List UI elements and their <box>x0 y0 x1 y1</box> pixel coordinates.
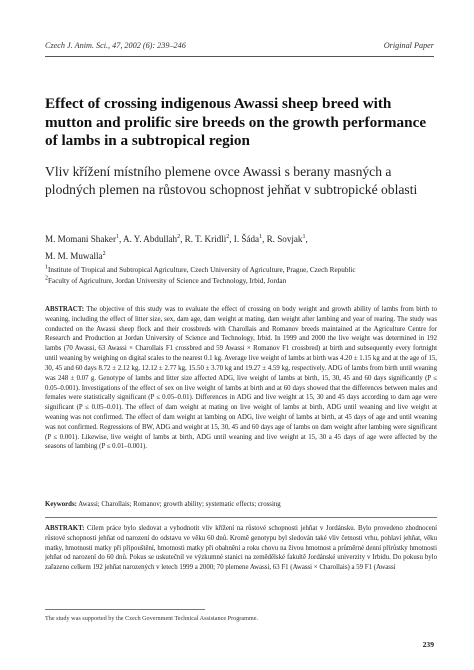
author-affiliation-mark: 2 <box>177 233 181 240</box>
author-name: R. T. Kridli <box>184 234 227 244</box>
author-name: I. Šáda <box>233 234 260 244</box>
author-affiliation-mark: 1 <box>302 233 306 240</box>
affiliation-mark: 1 <box>45 264 48 271</box>
author-affiliation-mark: 1 <box>259 233 263 240</box>
author-separator: , <box>118 234 124 244</box>
affiliation-text: Faculty of Agriculture, Jordan University of Science and Technology, Irbid, Jordan <box>48 276 287 285</box>
running-header <box>45 41 434 53</box>
affiliation-mark: 2 <box>45 275 48 282</box>
author-affiliation-mark: 2 <box>102 250 106 257</box>
author-separator: , <box>305 234 308 244</box>
article-type: Original Paper <box>383 41 434 50</box>
author-affiliation-mark: 2 <box>226 233 230 240</box>
author-name: M. M. Muwalla <box>45 251 103 261</box>
section-divider <box>45 517 437 518</box>
keywords <box>45 500 437 510</box>
abstract-label: ABSTRACT: <box>45 306 85 313</box>
keywords-text: Awassi; Charollais; Romanov; growth ability; systematic effects; crossing <box>76 501 281 508</box>
footnote-divider <box>45 609 205 610</box>
author-separator: , <box>262 234 267 244</box>
author-affiliation-mark: 1 <box>115 233 119 240</box>
header-rule <box>45 56 434 57</box>
affiliation-list <box>45 265 440 287</box>
abstract-english <box>45 305 437 452</box>
author-separator: , <box>229 234 234 244</box>
affiliation-item <box>45 265 440 276</box>
abstrakt-label: ABSTRAKT: <box>45 525 85 532</box>
keywords-label: Keywords: <box>45 501 77 508</box>
abstrakt-text: Cílem práce bylo sledovat a vyhodnotit vliv křížení na růstové schopnosti jehňat v Jordánsku. Bylo provedeno zhodnocení růstové schopnosti jehňat od narození do odstavu ve věku 60 dnů. Kromě genotypu byl sledován také vliv četnosti vrhu, pohlaví jehňat, věku matky, hmotnosti matky při připouštění, hmotnosti matky při obahnění a roku chovu na živou hmotnost a průměrné denní přírůstky hmotnosti jehňat od narození do 60 dnů. Pokus se uskutečnil ve výzkumné stanici na zemědělské fakultě Jordánské univerzity v Irbidu. Do pokusu bylo zařazeno celkem 192 jehňat narozených v letech 1999 a 2000; 70 plemene Awassi, 63 F1 (Awassi × Charollais) a 59 F1 (Awassi <box>45 525 437 572</box>
author-list <box>45 231 435 265</box>
title-english: Effect of crossing indigenous Awassi sheep breed with mutton and prolific sire breeds on the growth performance of lambs in a subtropical region <box>45 95 427 150</box>
author-separator: , <box>180 234 185 244</box>
funding-footnote: The study was supported by the Czech Government Technical Assistance Programme. <box>45 615 259 622</box>
abstract-text: The objective of this study was to evaluate the effect of crossing on body weight and growth ability of lambs from birth to weaning, including the effect of litter size, sex, dam age, dam weight at mating, dam weight after lambing and year of rearing. The study was conducted on the Awassi sheep flock and their crossbreds with Charollais and Romanov breeds maintained at the Agriculture Centre for Research and Production at Jordan University of Science and Technology, Irbid. In 1999 and 2000 the live weight was determined in 192 lambs (70 Awassi, 63 Awassi × Charollais F1 crossbred and 59 Awassi × Romanov F1 crossbred) at birth and subsequently every fortnight until weaning by weighing on digital scales to the nearest 0.1 kg. Average live weight of lambs at birth was 4.20 ± 1.15 kg and at the age of 15, 30, 45 and 60 days 8.72 ± 2.12 kg, 12.12 ± 2.77 kg, 15.50 ± 3.70 kg and 19.27 ± 4.59 kg, respectively. ADG of lambs from birth until weaning was 248 ± 0.07 g. Genotype of lambs and litter size affected ADG, live weight of lambs at birth, 15, 30, 45 and 60 days significantly (P ≤ 0.05–0.001). Investigations of the effect of sex on live weight of lambs at birth and at 60 days showed that the differences between males and females were statistically significant (P ≤ 0.05–0.01). Differences in ADG and live weight at 15, 30 and 45 days according to dam age were significant (P ≤ 0.05–0.01). The effect of dam weight at mating on live weight of lambs at birth, ADG until weaning and live weight at weaning was not confirmed. The effect of dam weight at lambing on ADG, live weight of lambs at birth, at 45 days of age and until weaning was not confirmed. Regressions of BW, ADG and weight at 15, 30, 45 and 60 days age of lambs on dam weight after lambing were significant (P ≤ 0.001). Likewise, live weight of lambs at birth, ADG until weaning and live weight at 15, 30 a 45 days of age were affected by the seasons of lambing (P ≤ 0.01–0.001). <box>45 306 437 451</box>
author-name: A. Y. Abdullah <box>123 234 178 244</box>
affiliation-text: Institute of Tropical and Subtropical Agriculture, Czech University of Agriculture, Prague, Czech Republic <box>48 266 356 274</box>
page-number: 239 <box>422 640 434 649</box>
title-czech: Vliv křížení místního plemene ovce Awassi s berany masných a plodných plemen na růstovou schopnost jehňat v subtropické oblasti <box>45 164 418 197</box>
author-name: M. Momani Shaker <box>45 234 116 244</box>
abstract-czech <box>45 524 437 573</box>
author-name: R. Sovjak <box>266 234 303 244</box>
affiliation-item <box>45 276 440 287</box>
journal-citation: Czech J. Anim. Sci., 47, 2002 (6): 239–246 <box>45 41 186 50</box>
